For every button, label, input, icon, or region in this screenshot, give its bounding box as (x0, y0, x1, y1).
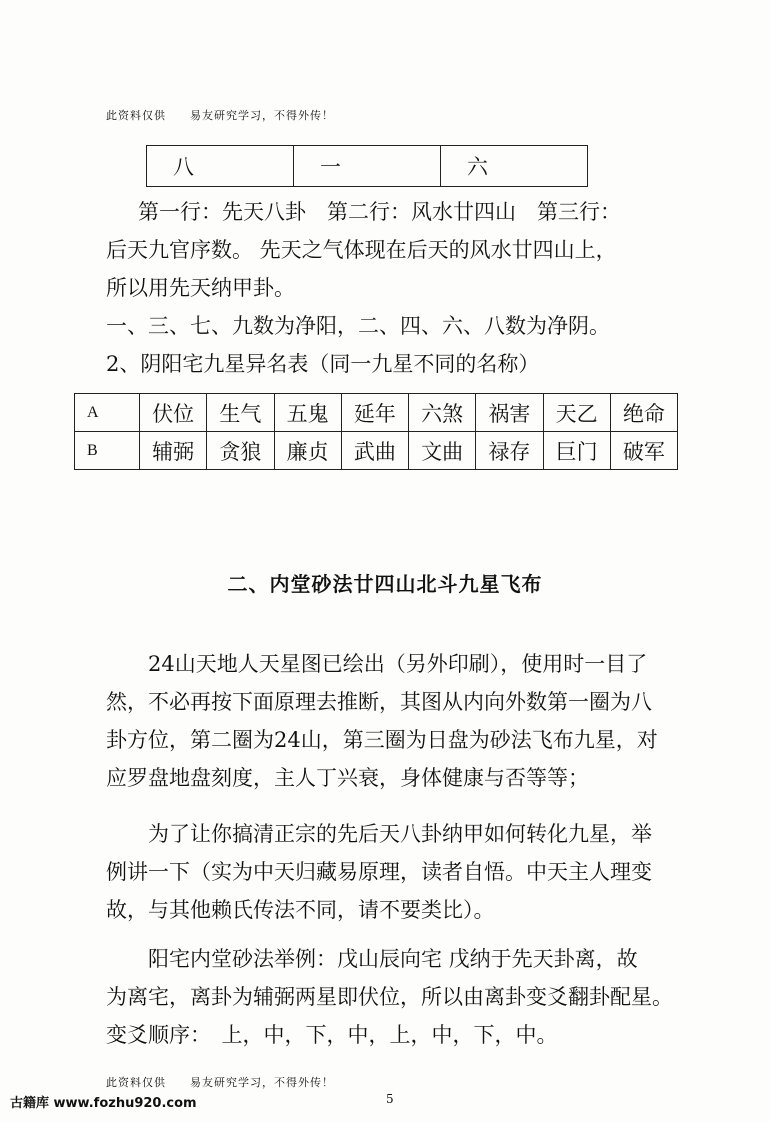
nine-star-table (74, 393, 678, 470)
table-cell: 祸害 (476, 394, 543, 432)
trigram-cell-2: 一 (294, 146, 441, 187)
intro-line: 所以用先天纳甲卦。 (106, 276, 295, 300)
paragraph-line: 卦方位，第二圈为24山，第三圈为日盘为砂法飞布九星，对 (106, 728, 658, 752)
paragraph-line: 应罗盘地盘刻度，主人丁兴衰，身体健康与否等等； (106, 766, 589, 790)
footer-note: 此资料仅供 易友研究学习，不得外传！ (106, 1076, 334, 1089)
table-row (75, 432, 678, 470)
intro-line: 一、三、七、九数为净阳，二、四、六、八数为净阴。 (106, 314, 610, 338)
paragraph-2 (106, 815, 652, 929)
table-cell: 六煞 (409, 394, 476, 432)
intro-line: 后天九官序数。 先天之气体现在后天的风水廿四山上， (106, 238, 617, 262)
site-watermark: 古籍库 www.fozhu920.com (10, 1096, 197, 1111)
intro-text (106, 193, 621, 383)
paragraph-1 (106, 645, 658, 797)
table-cell: 延年 (341, 394, 408, 432)
paragraph-line: 阳宅内堂砂法举例：戊山辰向宅 戊纳于先天卦离，故 (148, 947, 638, 971)
table-cell: 破军 (610, 432, 677, 470)
paragraph-line: 变爻顺序： 上，中，下，中，上，中，下，中。 (106, 1023, 558, 1047)
page-number: 5 (386, 1092, 394, 1106)
row-label: A (75, 394, 140, 432)
table-cell: 五鬼 (274, 394, 341, 432)
table-cell: 巨门 (543, 432, 610, 470)
header-note: 此资料仅供 易友研究学习，不得外传！ (106, 109, 334, 122)
table-cell: 辅弼 (140, 432, 207, 470)
trigram-table (146, 145, 588, 187)
intro-line: 第一行：先天八卦 第二行：风水廿四山 第三行： (138, 200, 621, 224)
paragraph-line: 然，不必再按下面原理去推断，其图从内向外数第一圈为八 (106, 690, 652, 714)
table-cell: 生气 (207, 394, 274, 432)
table-cell: 武曲 (341, 432, 408, 470)
paragraph-line: 为了让你搞清正宗的先后天八卦纳甲如何转化九星，举 (148, 822, 652, 846)
paragraph-3 (106, 940, 673, 1054)
table-cell: 天乙 (543, 394, 610, 432)
section-title: 二、内堂砂法廿四山北斗九星飞布 (227, 572, 543, 596)
table-cell: 禄存 (476, 432, 543, 470)
paragraph-line: 例讲一下（实为中天归藏易原理，读者自悟。中天主人理变 (106, 860, 652, 884)
paragraph-line: 故，与其他赖氏传法不同，请不要类比）。 (106, 898, 495, 922)
table-cell: 贪狼 (207, 432, 274, 470)
intro-line: 2、阴阳宅九星异名表（同一九星不同的名称） (106, 352, 540, 376)
trigram-cell-1: 八 (147, 146, 294, 187)
table-row (75, 394, 678, 432)
paragraph-line: 为离宅，离卦为辅弼两星即伏位，所以由离卦变爻翻卦配星。 (106, 985, 673, 1009)
table-cell: 文曲 (409, 432, 476, 470)
row-label: B (75, 432, 140, 470)
trigram-cell-3: 六 (441, 146, 588, 187)
table-cell: 绝命 (610, 394, 677, 432)
table-cell: 伏位 (140, 394, 207, 432)
paragraph-line: 24山天地人天星图已绘出（另外印刷），使用时一目了 (148, 652, 648, 676)
table-cell: 廉贞 (274, 432, 341, 470)
